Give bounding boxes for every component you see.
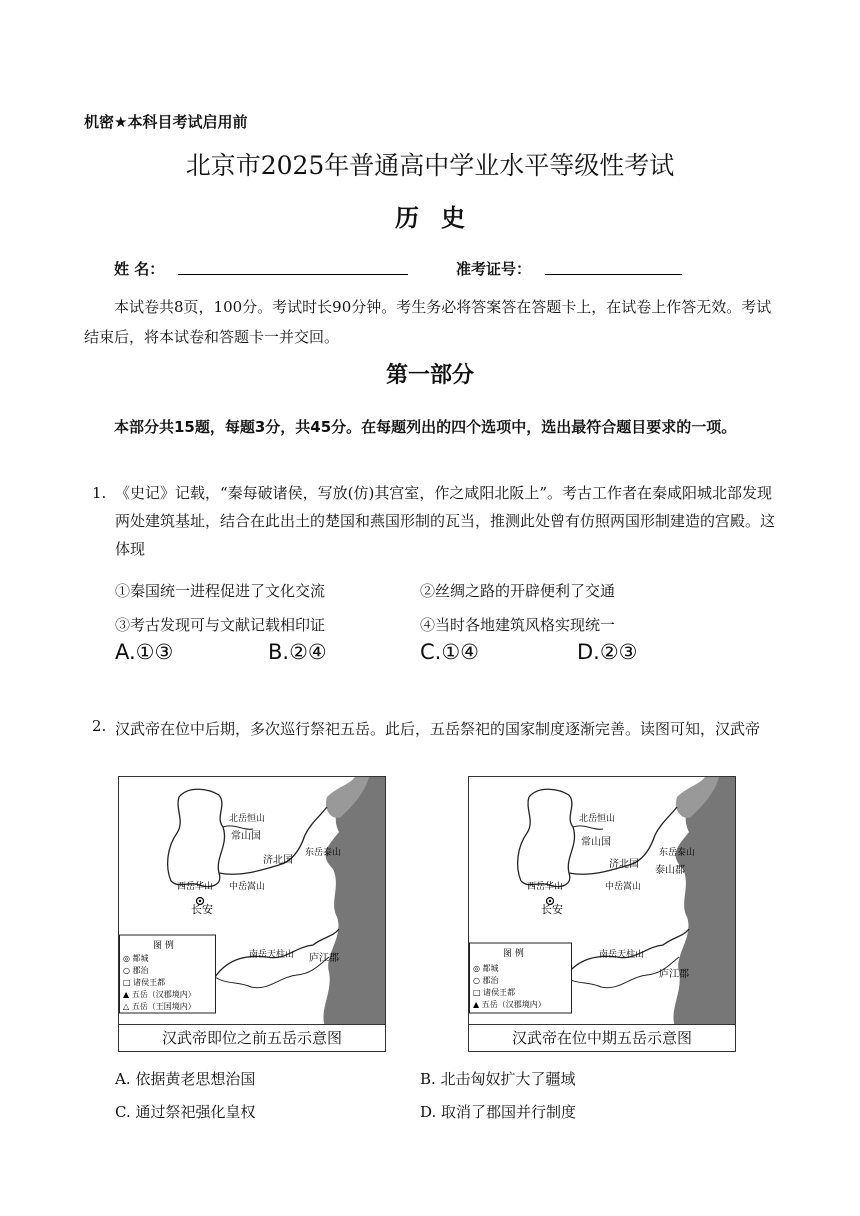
map1-label-changan: 长安 — [191, 903, 213, 916]
map1-label-changshan: 常山国 — [231, 831, 261, 842]
map1-legend-item-4: ▲ 五岳（汉郡境内） — [123, 990, 196, 999]
map2-label-lujiang: 庐江郡 — [659, 969, 689, 980]
map1-legend-item-2: ○ 郡治 — [123, 966, 149, 975]
q2-option-d[interactable]: D. 取消了郡国并行制度 — [420, 1103, 577, 1121]
map2-legend-item-1: ◎ 都城 — [473, 964, 499, 973]
confidential-mark: 机密★本科目考试启用前 — [84, 113, 248, 131]
map1-label-north: 北岳恒山 — [229, 814, 266, 824]
map1-drawing — [119, 777, 385, 1027]
map2-label-changan: 长安 — [541, 903, 563, 916]
q1-option-d[interactable]: D.②③ — [577, 640, 638, 664]
name-label: 姓 名： — [114, 260, 165, 278]
instructions: 本试卷共8页，100分。考试时长90分钟。考生务必将答案答在答题卡上，在试卷上作答无效。考试结束后，将本试卷和答题卡一并交回。 — [84, 298, 772, 346]
exam-id-blank[interactable] — [545, 258, 682, 275]
map1-legend-title: 图 例 — [153, 941, 174, 951]
map2-legend-item-4: ▲ 五岳（汉郡境内） — [473, 1000, 546, 1009]
subject-title: 历史 — [395, 204, 487, 232]
map1-legend-item-5: △ 五岳（王国境内） — [123, 1002, 196, 1011]
q1-item-1: ①秦国统一进程促进了文化交流 — [115, 582, 326, 600]
map2-label-west: 西岳华山 — [527, 882, 564, 892]
map1-label-east: 东岳泰山 — [305, 848, 342, 858]
name-blank[interactable] — [178, 258, 408, 275]
q2-option-a[interactable]: A. 依据黄老思想治国 — [115, 1070, 256, 1088]
map2-label-east: 东岳泰山 — [659, 848, 696, 858]
map2-legend-title: 图 例 — [503, 949, 524, 959]
map2-label-south: 南岳天柱山 — [599, 950, 645, 960]
q1-item-3: ③考古发现可与文献记载相印证 — [115, 616, 326, 634]
map-mid-reign — [468, 776, 736, 1028]
map2-label-north: 北岳恒山 — [579, 814, 616, 824]
map2-label-central: 中岳嵩山 — [605, 882, 642, 892]
q1-option-c[interactable]: C.①④ — [420, 640, 479, 664]
q1-number: 1. — [92, 484, 107, 502]
map2-label-jibei: 济北国 — [609, 859, 639, 870]
map-before-accession — [118, 776, 386, 1028]
map1-label-central: 中岳嵩山 — [229, 882, 266, 892]
q2-option-b[interactable]: B. 北击匈奴扩大了疆域 — [420, 1070, 576, 1088]
map1-label-west: 西岳华山 — [177, 882, 214, 892]
part-title: 第一部分 — [385, 363, 474, 388]
exam-id-label: 准考证号： — [456, 260, 532, 278]
q1-option-a[interactable]: A.①③ — [115, 640, 174, 664]
map2-caption: 汉武帝在位中期五岳示意图 — [468, 1024, 736, 1052]
map1-caption: 汉武帝即位之前五岳示意图 — [118, 1024, 386, 1052]
map1-legend-item-1: ◎ 都城 — [123, 954, 149, 963]
q1-option-b[interactable]: B.②④ — [268, 640, 327, 664]
q1-stem: 《史记》记载，“秦每破诸侯，写放(仿)其宫室，作之咸阳北阪上”。考古工作者在秦咸阳城北部发现两处建筑基址，结合在此出土的楚国和燕国形制的瓦当，推测此处曾有仿照两国形制建造的宫殿。这体现 — [115, 484, 776, 558]
map2-label-changshan: 常山国 — [581, 837, 611, 848]
map1-label-south: 南岳天柱山 — [249, 950, 295, 960]
map1-label-lujiang: 庐江郡 — [309, 953, 339, 964]
map2-drawing — [469, 777, 735, 1027]
part-note: 本部分共15题，每题3分，共45分。在每题列出的四个选项中，选出最符合题目要求的一项。 — [114, 418, 737, 436]
map2-legend-item-3: □ 诸侯王都 — [473, 988, 516, 997]
map1-label-jibei: 济北国 — [263, 855, 293, 866]
map2-label-taishan: 泰山郡 — [655, 865, 685, 876]
map1-legend-item-3: □ 诸侯王都 — [123, 978, 166, 987]
map2-legend-item-2: ○ 郡治 — [473, 976, 499, 985]
q1-item-2: ②丝绸之路的开辟便利了交通 — [420, 582, 616, 600]
q1-item-4: ④当时各地建筑风格实现统一 — [420, 616, 616, 634]
q2-number: 2. — [92, 717, 107, 735]
exam-title: 北京市2025年普通高中学业水平等级性考试 — [185, 151, 675, 180]
q2-option-c[interactable]: C. 通过祭祀强化皇权 — [115, 1103, 256, 1121]
q2-stem: 汉武帝在位中后期，多次巡行祭祀五岳。此后，五岳祭祀的国家制度逐渐完善。读图可知，汉武帝 — [115, 720, 761, 738]
